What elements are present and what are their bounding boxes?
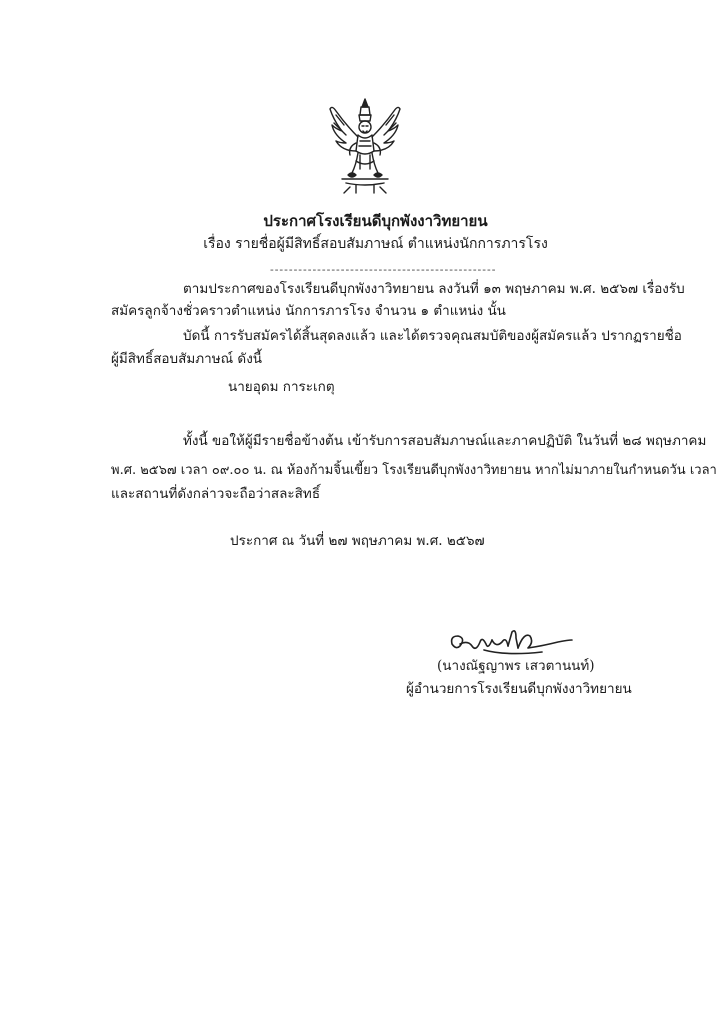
candidate-name: นายอุดม การะเกตุ: [228, 379, 335, 395]
signatory-name: (นางณัฐญาพร เสวตานนท์): [437, 658, 595, 674]
paragraph-1-line-2: สมัครลูกจ้างชั่วคราวตำแหน่ง นักการภารโรง จำนวน ๑ ตำแหน่ง นั้น: [111, 303, 506, 319]
signatory-position: ผู้อำนวยการโรงเรียนดีบุกพังงาวิทยายน: [406, 681, 632, 697]
announcement-date: ประกาศ ณ วันที่ ๒๗ พฤษภาคม พ.ศ. ๒๕๖๗: [230, 533, 485, 549]
divider-line: ------------------------------------------------: [270, 263, 497, 276]
paragraph-1-line-1: ตามประกาศของโรงเรียนดีบุกพังงาวิทยายน ลงวันที่ ๑๓ พฤษภาคม พ.ศ. ๒๕๖๗ เรื่องรับ: [183, 281, 685, 297]
paragraph-2-line-1: บัดนี้ การรับสมัครได้สิ้นสุดลงแล้ว และได้ตรวจคุณสมบัติของผู้สมัครแล้ว ปรากฏรายชื่อ: [183, 328, 682, 344]
garuda-emblem-icon: [322, 95, 408, 199]
subject-line: เรื่อง รายชื่อผู้มีสิทธิ์สอบสัมภาษณ์ ตำแหน่งนักการภารโรง: [203, 236, 548, 252]
page-title: ประกาศโรงเรียนดีบุกพังงาวิทยายน: [263, 212, 488, 230]
paragraph-3-line-3: และสถานที่ดังกล่าวจะถือว่าสละสิทธิ์: [111, 486, 321, 502]
paragraph-3-line-1: ทั้งนี้ ขอให้ผู้มีรายชื่อข้างต้น เข้ารับการสอบสัมภาษณ์และภาคปฏิบัติ ในวันที่ ๒๘ พฤษภาคม: [183, 433, 707, 449]
paragraph-2-line-2: ผู้มีสิทธิ์สอบสัมภาษณ์ ดังนี้: [111, 351, 263, 367]
paragraph-3-line-2: พ.ศ. ๒๕๖๗ เวลา ๐๙.๐๐ น. ณ ห้องก้ามจิ้นเขี้ยว โรงเรียนดีบุกพังงาวิทยายน หากไม่มาภายในกำหนดวัน เวลา: [111, 463, 717, 478]
